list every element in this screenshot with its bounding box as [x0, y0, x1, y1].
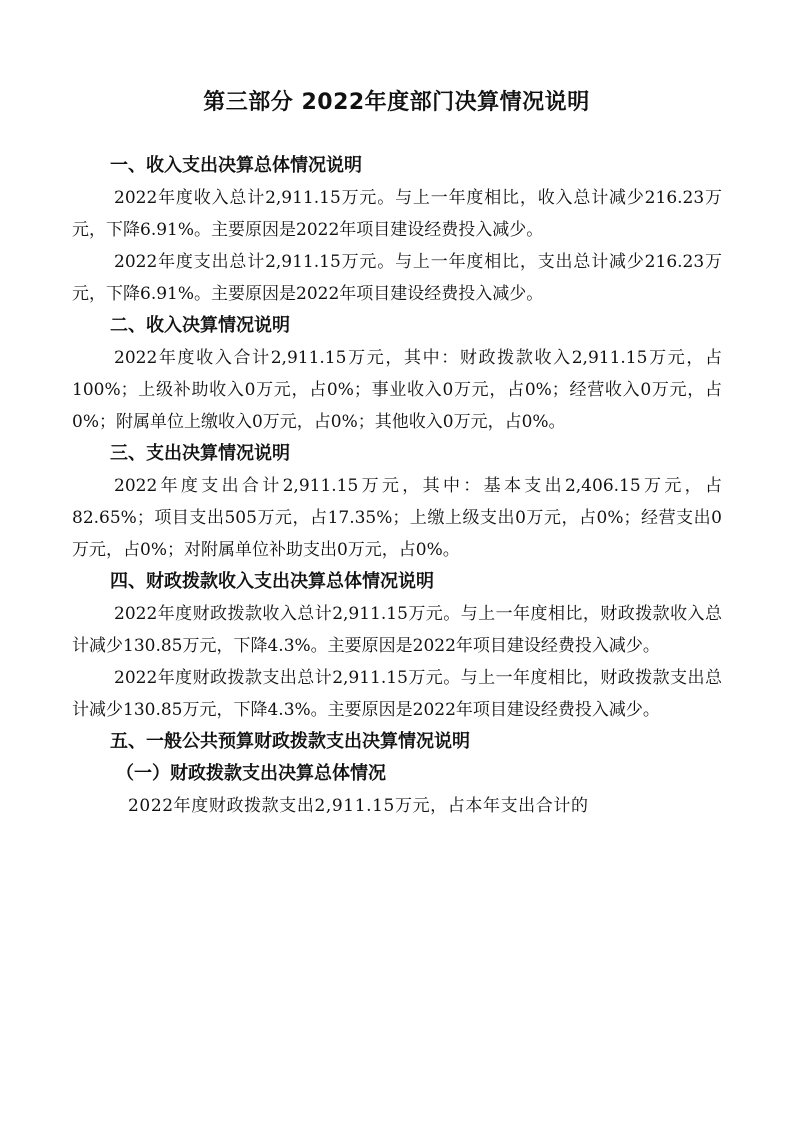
- section-paragraph: 2022年度支出总计2,911.15万元。与上一年度相比，支出总计减少216.23万元，下降6.91%。主要原因是2022年项目建设经费投入减少。: [72, 252, 722, 304]
- section-heading: 三、支出决算情况说明: [110, 443, 290, 464]
- section-4: [72, 566, 722, 726]
- section-subheading: （一）财政拨款支出决算总体情况: [116, 763, 386, 784]
- section-5: [72, 726, 722, 822]
- section-heading: 一、收入支出决算总体情况说明: [110, 155, 362, 176]
- section-paragraph: 2022年度财政拨款支出2,911.15万元，占本年支出合计的: [128, 796, 589, 816]
- section-paragraph: 2022年度财政拨款支出总计2,911.15万元。与上一年度相比，财政拨款支出总计减少130.85万元，下降4.3%。主要原因是2022年项目建设经费投入减少。: [72, 668, 722, 720]
- section-paragraph: 2022年度收入合计2,911.15万元，其中：财政拨款收入2,911.15万元，占100%；上级补助收入0万元，占0%；事业收入0万元，占0%；经营收入0万元，占0%；附属单位上缴收入0万元，占0%；其他收入0万元，占0%。: [72, 348, 722, 432]
- section-heading: 五、一般公共预算财政拨款支出决算情况说明: [110, 731, 470, 752]
- page-title: 第三部分 2022年度部门决算情况说明: [203, 90, 590, 115]
- section-1: [72, 150, 722, 310]
- section-heading: 四、财政拨款收入支出决算总体情况说明: [110, 571, 434, 592]
- section-paragraph: 2022年度财政拨款收入总计2,911.15万元。与上一年度相比，财政拨款收入总计减少130.85万元，下降4.3%。主要原因是2022年项目建设经费投入减少。: [72, 604, 722, 656]
- section-paragraph: 2022年度收入总计2,911.15万元。与上一年度相比，收入总计减少216.23万元，下降6.91%。主要原因是2022年项目建设经费投入减少。: [72, 188, 722, 240]
- section-paragraph: 2022年度支出合计2,911.15万元，其中：基本支出2,406.15万元，占82.65%；项目支出505万元，占17.35%；上缴上级支出0万元，占0%；经营支出0万元，占0%；对附属单位补助支出0万元，占0%。: [72, 476, 722, 560]
- section-2: [72, 310, 722, 438]
- document-body: [72, 150, 722, 822]
- section-heading: 二、收入决算情况说明: [110, 315, 290, 336]
- section-3: [72, 438, 722, 566]
